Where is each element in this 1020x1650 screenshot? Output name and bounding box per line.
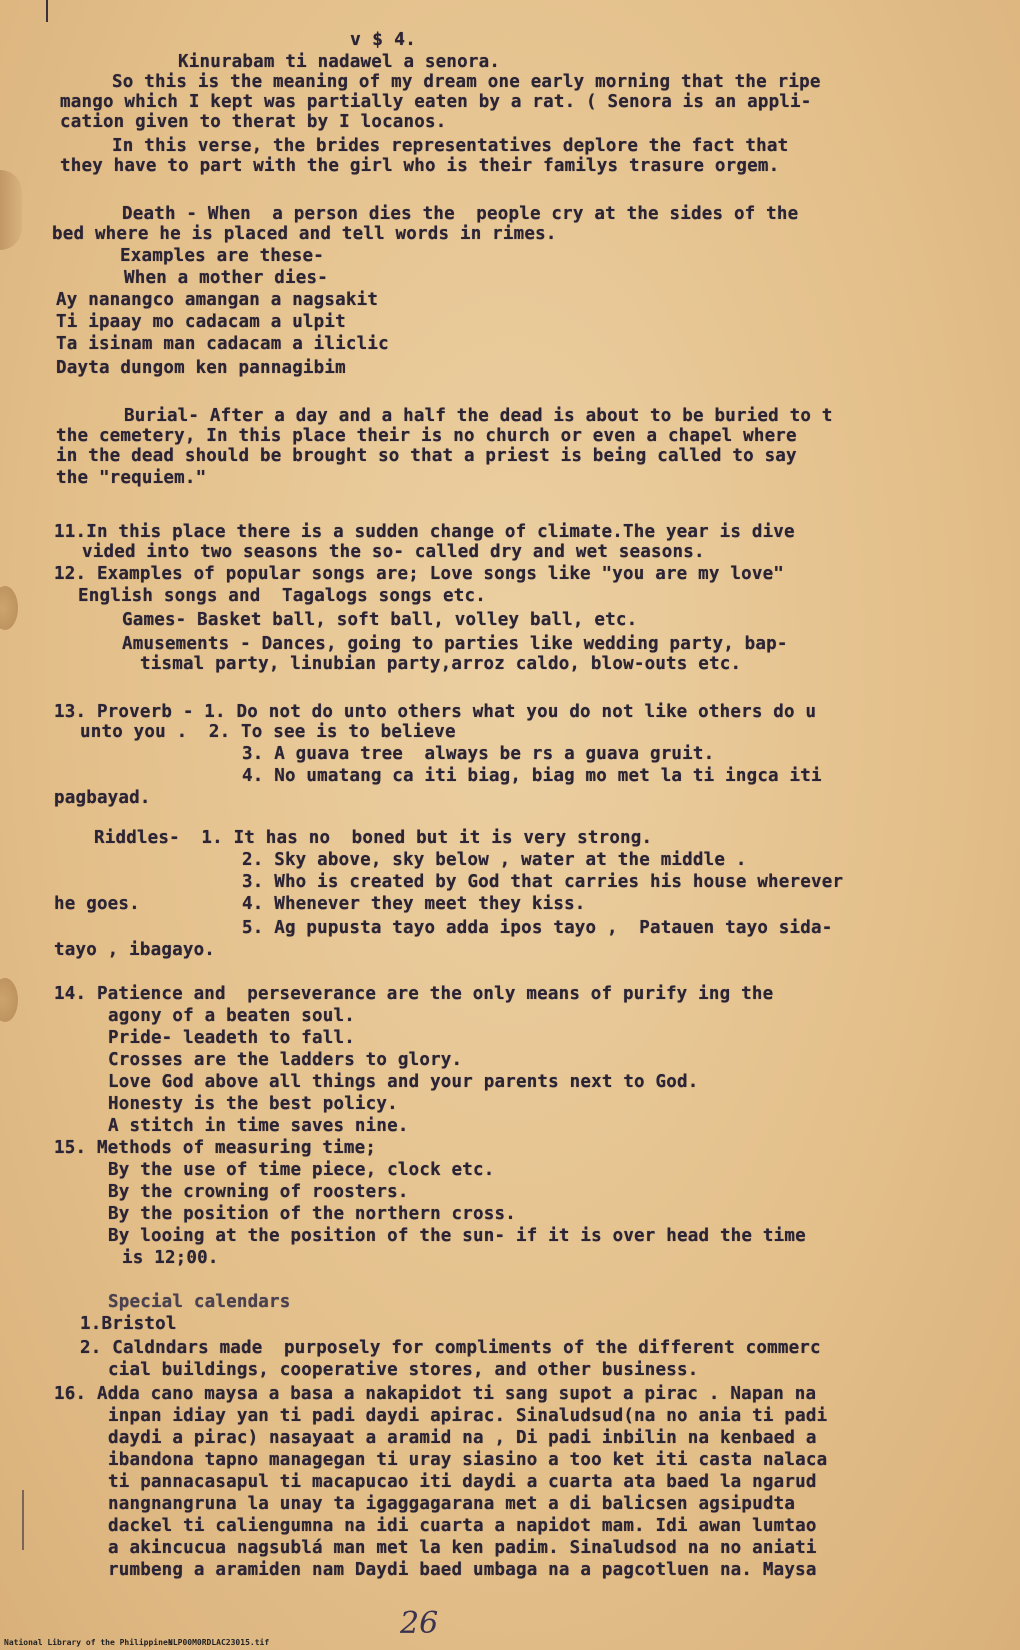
text-line: cation given to therat by I locanos. <box>60 112 447 132</box>
text-line: When a mother dies- <box>124 268 328 288</box>
text-line: 1.Bristol <box>80 1314 177 1334</box>
text-line: ibandona tapno managegan ti uray siasino a too ket iti casta nalaca <box>108 1450 828 1470</box>
text-line: By the position of the northern cross. <box>108 1204 516 1224</box>
text-line: 13. Proverb - 1. Do not do unto others what you do not like others do u <box>54 702 817 722</box>
text-line: Love God above all things and your parents next to God. <box>108 1072 699 1092</box>
text-line: 11.In this place there is a sudden change of climate.The year is dive <box>54 522 795 542</box>
text-line: Examples are these- <box>120 246 324 266</box>
page-header: v $ 4. <box>350 29 417 50</box>
text-line: Crosses are the ladders to glory. <box>108 1050 463 1070</box>
text-line: Games- Basket ball, soft ball, volley ball, etc. <box>122 610 638 630</box>
text-line: 4. Whenever they meet they kiss. <box>242 894 586 914</box>
text-line: 5. Ag pupusta tayo adda ipos tayo , Patauen tayo sida- <box>242 918 833 938</box>
text-line: Ta isinam man cadacam a iliclic <box>56 334 389 354</box>
text-line: 3. A guava tree always be rs a guava gruit. <box>242 744 715 764</box>
text-line: Honesty is the best policy. <box>108 1094 398 1114</box>
edge-mark <box>22 1490 24 1550</box>
text-line: So this is the meaning of my dream one early morning that the ripe <box>112 72 821 92</box>
text-line: Amusements - Dances, going to parties like wedding party, bap- <box>122 634 788 654</box>
text-line: Special calendars <box>108 1292 291 1312</box>
text-line: 15. Methods of measuring time; <box>54 1138 377 1158</box>
text-line: Death - When a person dies the people cry at the sides of the <box>122 204 799 224</box>
text-line: mango which I kept was partially eaten by a rat. ( Senora is an appli- <box>60 92 812 112</box>
text-line: the cemetery, In this place their is no church or even a chapel where <box>56 426 797 446</box>
text-line: they have to part with the girl who is their familys trasure orgem. <box>60 156 780 176</box>
text-line: inpan idiay yan ti padi daydi apirac. Sinaludsud(na no ania ti padi <box>108 1406 828 1426</box>
text-line: Pride- leadeth to fall. <box>108 1028 355 1048</box>
text-line: Riddles- 1. It has no boned but it is very strong. <box>94 828 653 848</box>
text-line: By the use of time piece, clock etc. <box>108 1160 495 1180</box>
text-line: unto you . 2. To see is to believe <box>80 722 456 742</box>
text-line: tismal party, linubian party,arroz caldo, blow-outs etc. <box>140 654 742 674</box>
text-line: English songs and Tagalogs songs etc. <box>78 586 486 606</box>
text-line: tayo , ibagayo. <box>54 940 216 960</box>
text-line: Ay nanangco amangan a nagsakit <box>56 290 379 310</box>
punch-hole <box>0 586 18 630</box>
text-line: vided into two seasons the so- called dry and wet seasons. <box>82 542 705 562</box>
punch-hole <box>0 978 18 1022</box>
torn-edge <box>0 170 22 250</box>
text-line: By looing at the position of the sun- if it is over head the time <box>108 1226 806 1246</box>
text-line: in the dead should be brought so that a priest is being called to say <box>56 446 797 466</box>
text-line: 14. Patience and perseverance are the only means of purify ing the <box>54 984 774 1004</box>
text-line: 2. Caldndars made purposely for compliments of the different commerc <box>80 1338 821 1358</box>
text-line: 4. No umatang ca iti biag, biag mo met la ti ingca iti <box>242 766 822 786</box>
text-line: agony of a beaten soul. <box>108 1006 355 1026</box>
text-line: ti pannacasapul ti macapucao iti daydi a cuarta ata baed la ngarud <box>108 1472 817 1492</box>
text-line: cial buildings, cooperative stores, and other business. <box>108 1360 699 1380</box>
text-line: bed where he is placed and tell words in rimes. <box>52 224 557 244</box>
text-line: 12. Examples of popular songs are; Love songs like "you are my love" <box>54 564 785 584</box>
text-line: By the crowning of roosters. <box>108 1182 409 1202</box>
text-line: In this verse, the brides representatives deplore the fact that <box>112 136 789 156</box>
text-line: is 12;00. <box>122 1248 219 1268</box>
text-line: the "requiem." <box>56 468 207 488</box>
text-line: nangnangruna la unay ta igaggagarana met a di balicsen agsipudta <box>108 1494 796 1514</box>
text-line: a akincucua nagsublá man met la ken padim. Sinaludsod na no aniati <box>108 1538 817 1558</box>
text-line: 2. Sky above, sky below , water at the middle . <box>242 850 747 870</box>
page-number: 26 <box>400 1606 439 1641</box>
text-line: Burial- After a day and a half the dead is about to be buried to t <box>124 406 833 426</box>
text-line: rumbeng a aramiden nam Daydi baed umbaga na a pagcotluen na. Maysa <box>108 1560 817 1580</box>
footer-file-code: NLP00M0RDLAC23015.tif <box>168 1638 270 1647</box>
text-line: Ti ipaay mo cadacam a ulpit <box>56 312 346 332</box>
text-line: pagbayad. <box>54 788 151 808</box>
text-line: A stitch in time saves nine. <box>108 1116 409 1136</box>
text-line: 3. Who is created by God that carries his house wherever <box>242 872 844 892</box>
edge-mark <box>46 0 48 22</box>
text-line: 16. Adda cano maysa a basa a nakapidot ti sang supot a pirac . Napan na <box>54 1384 817 1404</box>
text-line: Kinurabam ti nadawel a senora. <box>178 52 501 72</box>
text-line: he goes. <box>54 894 140 914</box>
text-line: dackel ti caliengumna na idi cuarta a napidot mam. Idi awan lumtao <box>108 1516 817 1536</box>
text-line: daydi a pirac) nasayaat a aramid na , Di padi inbilin na kenbaed a <box>108 1428 817 1448</box>
text-line: Dayta dungom ken pannagibim <box>56 358 346 378</box>
footer-library: National Library of the Philippines <box>4 1638 173 1647</box>
